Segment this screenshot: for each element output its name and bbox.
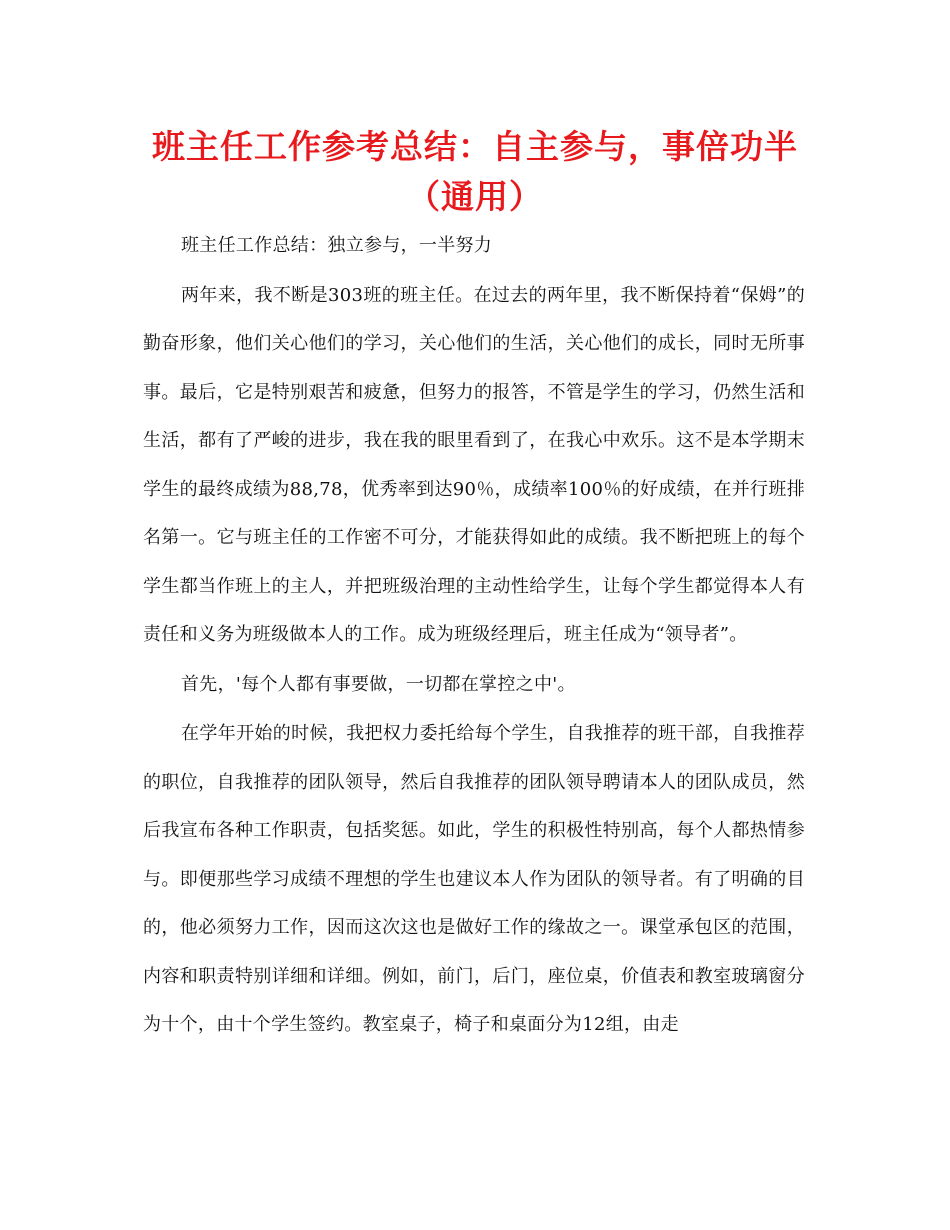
paragraph-delegation: 在学年开始的时候，我把权力委托给每个学生，自我推荐的班干部，自我推荐的职位，自我推荐的团队领导，然后自我推荐的团队领导聘请本人的团队成员，然后我宣布各种工作职责，包括奖惩。如此，学生的积极性特别高，每个人都热情参与。即便那些学习成绩不理想的学生也建议本人作为团队的领导者。有了明确的目的，他必须努力工作，因而这次这也是做好工作的缘故之一。课堂承包区的范围，内容和职责特别详细和详细。例如，前门，后门，座位桌，价值表和教室玻璃窗分为十个，由十个学生签约。教室桌子，椅子和桌面分为12组，由走 (143, 723, 805, 1035)
paragraph-subtitle: 班主任工作总结：独立参与，一半努力 (181, 235, 493, 256)
document-title: 班主任工作参考总结：自主参与，事倍功半（通用） (152, 127, 798, 216)
document-body (143, 222, 805, 1051)
paragraph-intro: 两年来，我不断是303班的班主任。在过去的两年里，我不断保持着“保姆”的勤奋形象，他们关心他们的学习，关心他们的生活，关心他们的成长，同时无所事事。最后，它是特别艰苦和疲惫，但努力的报答，不管是学生的学习，仍然生活和生活，都有了严峻的进步，我在我的眼里看到了，在我心中欢乐。这不是本学期末学生的最终成绩为88,78，优秀率到达90％，成绩率100％的好成绩，在并行班排名第一。它与班主任的工作密不可分，才能获得如此的成绩。我不断把班上的每个学生都当作班上的主人，并把班级治理的主动性给学生，让每个学生都觉得本人有责任和义务为班级做本人的工作。成为班级经理后，班主任成为“领导者”。 (143, 284, 805, 645)
paragraph-first-point: 首先，'每个人都有事要做，一切都在掌控之中'。 (181, 673, 576, 695)
